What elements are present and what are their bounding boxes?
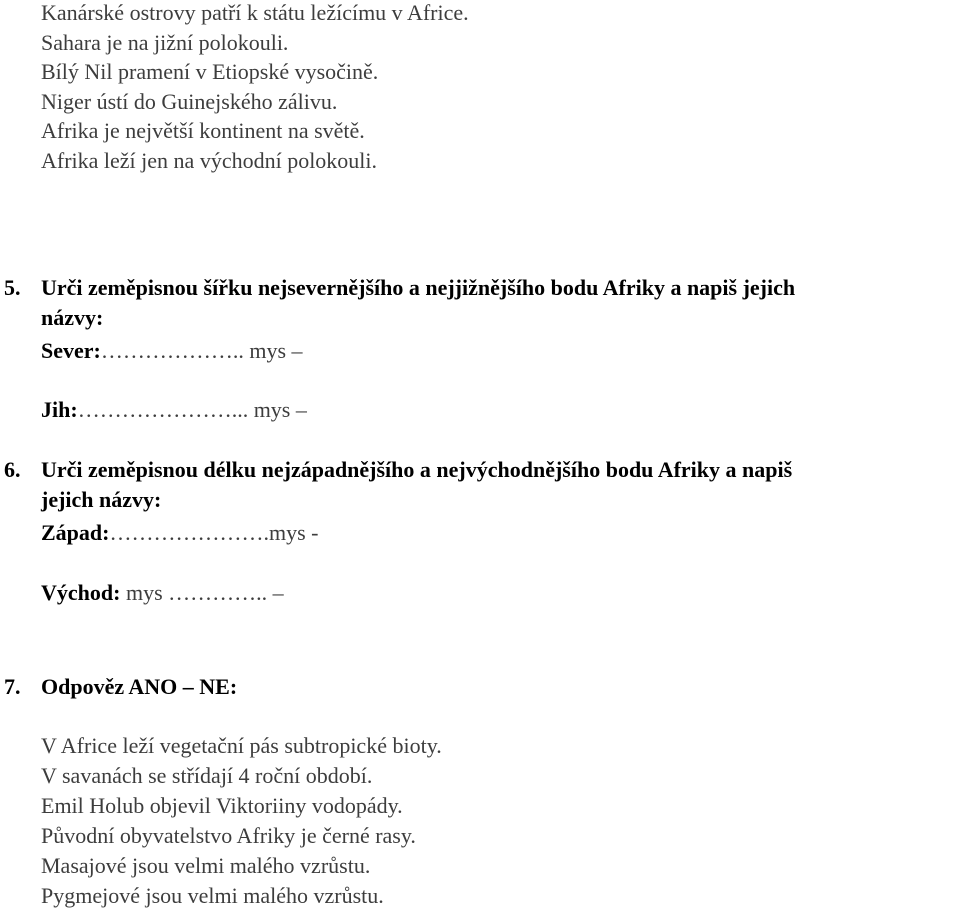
statement-2: Sahara je na jižní polokouli. bbox=[41, 30, 289, 55]
south-blank: …………………... mys – bbox=[77, 397, 307, 422]
north-blank: ……………….. mys – bbox=[100, 338, 303, 363]
question-6-prompt-line1: Urči zeměpisnou délku nejzápadnějšího a nejvýchodnějšího bodu Afriky a napiš bbox=[41, 457, 793, 482]
question-6-number: 6. bbox=[4, 457, 21, 482]
answer-line-north[interactable] bbox=[41, 338, 303, 364]
statement-5: Afrika je největší kontinent na světě. bbox=[41, 118, 365, 143]
question-5-prompt-line2: názvy: bbox=[41, 305, 104, 330]
east-label: Východ: bbox=[41, 580, 121, 605]
north-label: Sever: bbox=[41, 338, 101, 363]
south-label: Jih: bbox=[41, 397, 78, 422]
yes-no-statement-3: Emil Holub objevil Viktoriiny vodopády. bbox=[41, 793, 403, 818]
yes-no-statement-6: Pygmejové jsou velmi malého vzrůstu. bbox=[41, 883, 384, 908]
west-blank: ………………….mys - bbox=[109, 520, 319, 545]
yes-no-statement-2: V savanách se střídají 4 roční období. bbox=[41, 763, 373, 788]
east-blank: mys ………….. – bbox=[120, 580, 284, 605]
question-7-prompt: Odpověz ANO – NE: bbox=[41, 674, 238, 699]
answer-line-east[interactable] bbox=[41, 580, 284, 606]
statement-1: Kanárské ostrovy patří k státu ležícímu v Africe. bbox=[41, 0, 469, 25]
answer-line-west[interactable] bbox=[41, 520, 318, 546]
question-5-number: 5. bbox=[4, 275, 21, 300]
statement-4: Niger ústí do Guinejského zálivu. bbox=[41, 89, 338, 114]
statement-3: Bílý Nil pramení v Etiopské vysočině. bbox=[41, 59, 379, 84]
question-7-number: 7. bbox=[4, 674, 21, 699]
statement-6: Afrika leží jen na východní polokouli. bbox=[41, 148, 378, 173]
yes-no-statement-4: Původní obyvatelstvo Afriky je černé rasy. bbox=[41, 823, 416, 848]
question-5-prompt-line1: Urči zeměpisnou šířku nejsevernějšího a nejjižnějšího bodu Afriky a napiš jejich bbox=[41, 275, 796, 300]
west-label: Západ: bbox=[41, 520, 110, 545]
yes-no-statement-5: Masajové jsou velmi malého vzrůstu. bbox=[41, 853, 371, 878]
answer-line-south[interactable] bbox=[41, 397, 307, 423]
yes-no-statement-1: V Africe leží vegetační pás subtropické bioty. bbox=[41, 733, 442, 758]
question-6-prompt-line2: jejich názvy: bbox=[41, 487, 162, 512]
